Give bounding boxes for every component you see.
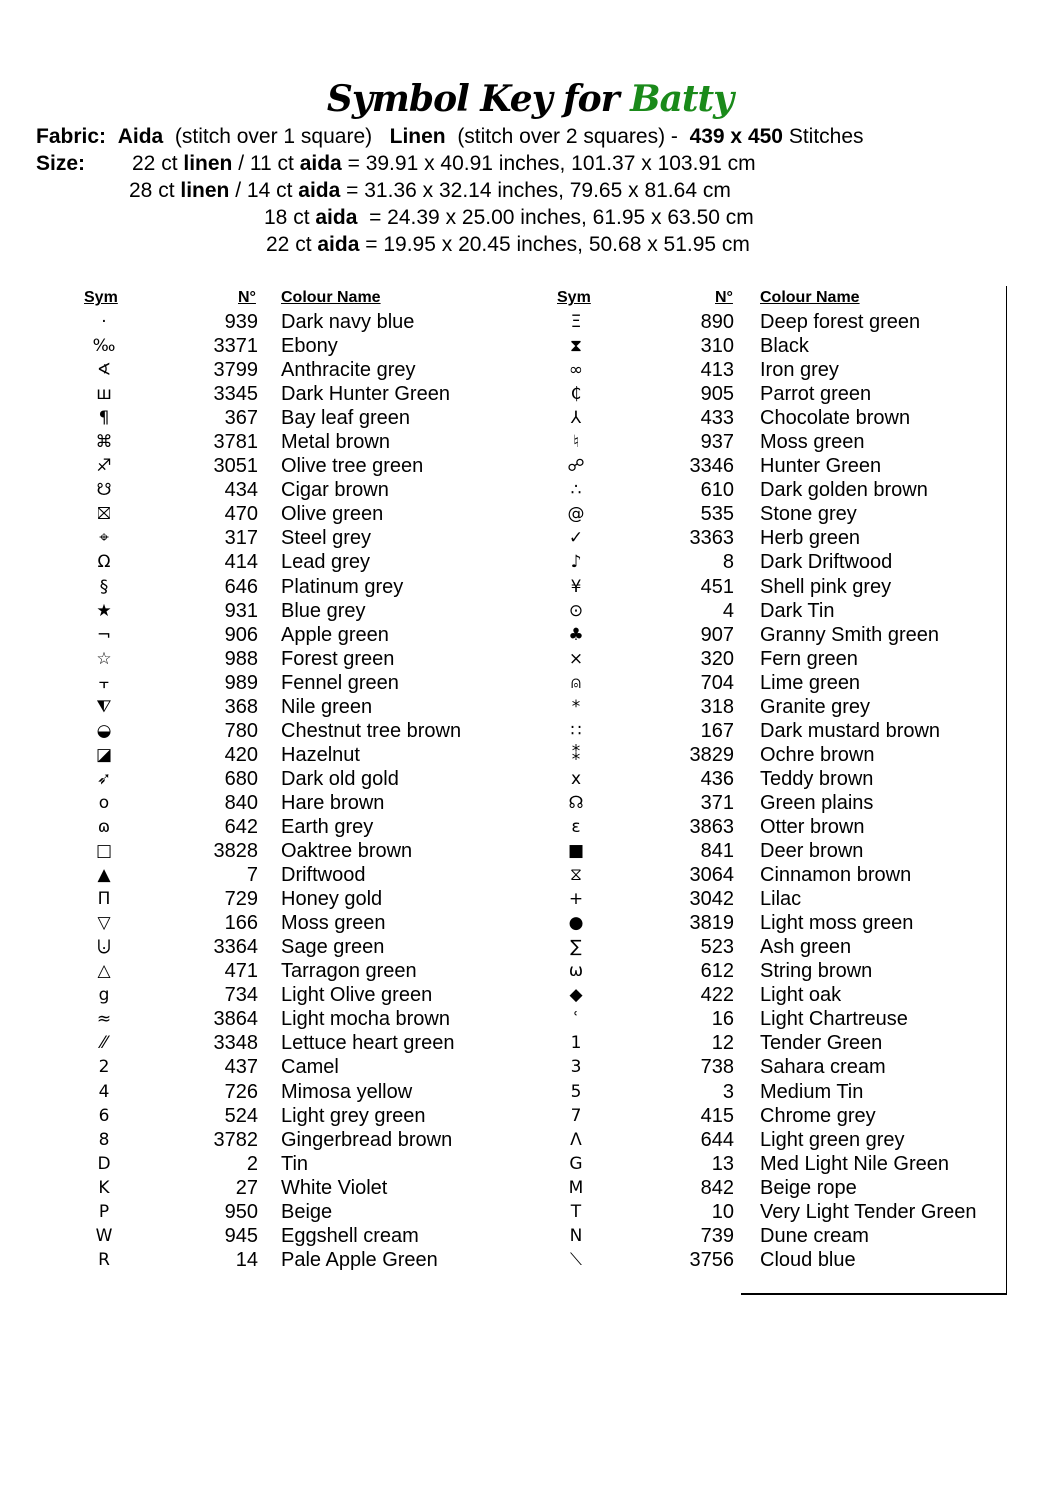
symbol-icon: R bbox=[98, 1249, 110, 1270]
colour-name: Fern green bbox=[760, 647, 858, 670]
colour-number: 27 bbox=[235, 1176, 258, 1199]
symbol-icon: P bbox=[98, 1201, 110, 1222]
symbol-icon: T bbox=[570, 1201, 582, 1222]
colour-name: Dark Driftwood bbox=[760, 551, 893, 574]
colour-name: Cigar brown bbox=[281, 479, 389, 502]
colour-name: Light green grey bbox=[760, 1128, 905, 1151]
symbol-icon: Π bbox=[97, 889, 111, 910]
symbol-icon: 8 bbox=[98, 1129, 110, 1150]
colour-number: 3799 bbox=[213, 359, 258, 382]
colour-name: Light mocha brown bbox=[281, 1008, 450, 1031]
colour-name: Light Olive green bbox=[281, 984, 433, 1007]
colour-number: 642 bbox=[224, 815, 258, 838]
colour-number: 890 bbox=[700, 311, 734, 333]
symbol-icon: ⧖ bbox=[570, 865, 582, 886]
colour-number: 524 bbox=[224, 1104, 258, 1127]
colour-name: Ebony bbox=[281, 335, 338, 358]
symbol-icon: K bbox=[98, 1177, 110, 1198]
colour-number: 470 bbox=[224, 503, 258, 526]
symbol-icon: ⊙ bbox=[568, 600, 584, 621]
size-line: 18 ct aida = 24.39 x 25.00 inches, 61.95 x 63.50 cm bbox=[264, 206, 754, 229]
symbol-icon: ⁑ bbox=[571, 744, 581, 765]
symbol-icon: ⌘ bbox=[95, 432, 113, 453]
colour-name: Oaktree brown bbox=[281, 840, 413, 863]
colour-number: 433 bbox=[700, 407, 734, 430]
colour-number: 3782 bbox=[213, 1128, 258, 1151]
colour-number: 3756 bbox=[689, 1248, 734, 1271]
colour-number: 945 bbox=[224, 1224, 258, 1247]
colour-number: 3042 bbox=[689, 888, 734, 911]
colour-name: Ash green bbox=[760, 936, 852, 959]
colour-name: Light Chartreuse bbox=[760, 1008, 908, 1031]
symbol-icon: ɷ bbox=[97, 816, 111, 837]
colour-number: 931 bbox=[224, 599, 258, 622]
colour-number: 437 bbox=[224, 1056, 258, 1079]
symbol-icon: D bbox=[97, 1153, 111, 1174]
colour-number: 3 bbox=[722, 1080, 734, 1103]
colour-number: 3364 bbox=[213, 936, 258, 959]
header-name: Colour Name bbox=[281, 289, 381, 306]
colour-name: Green plains bbox=[760, 791, 874, 814]
colour-name: Dark navy blue bbox=[281, 311, 415, 333]
colour-number: 939 bbox=[224, 311, 258, 333]
symbol-icon: ✓ bbox=[568, 528, 584, 549]
symbol-icon: ⌖ bbox=[99, 528, 109, 549]
colour-name: Shell pink grey bbox=[760, 575, 892, 598]
colour-number: 988 bbox=[224, 647, 258, 670]
colour-number: 451 bbox=[700, 575, 734, 598]
colour-number: 434 bbox=[224, 479, 258, 502]
pattern-name: Batty bbox=[630, 78, 734, 120]
colour-name: Medium Tin bbox=[760, 1080, 864, 1103]
symbol-icon: Λ bbox=[570, 1129, 582, 1150]
colour-name: Driftwood bbox=[281, 864, 366, 887]
colour-name: Otter brown bbox=[760, 815, 865, 838]
colour-name: Dark old gold bbox=[281, 767, 399, 790]
symbol-icon: o bbox=[98, 792, 110, 813]
colour-name: Camel bbox=[281, 1056, 339, 1079]
colour-name: Tin bbox=[281, 1152, 309, 1175]
symbol-icon: ♮ bbox=[572, 432, 580, 453]
colour-name: Granny Smith green bbox=[760, 623, 939, 646]
colour-number: 471 bbox=[224, 960, 258, 983]
symbol-icon: ω bbox=[568, 961, 584, 982]
colour-name: Tender Green bbox=[760, 1032, 883, 1055]
symbol-icon: M bbox=[568, 1177, 584, 1198]
colour-name: Parrot green bbox=[760, 383, 872, 406]
symbol-icon: ⧨ bbox=[96, 696, 112, 717]
symbol-icon: Ω bbox=[97, 552, 111, 573]
symbol-icon: ⛝ bbox=[97, 504, 111, 525]
symbol-icon: ⧗ bbox=[570, 336, 582, 357]
colour-name: Eggshell cream bbox=[281, 1224, 419, 1247]
symbol-icon: △ bbox=[97, 961, 111, 982]
colour-number: 12 bbox=[711, 1032, 734, 1055]
symbol-icon: ◆ bbox=[569, 985, 583, 1006]
colour-number: 3864 bbox=[213, 1008, 258, 1031]
colour-number: 840 bbox=[224, 791, 258, 814]
colour-number: 905 bbox=[700, 383, 734, 406]
colour-number: 13 bbox=[711, 1152, 734, 1175]
symbol-icon: ☆ bbox=[96, 648, 112, 669]
colour-name: Tarragon green bbox=[281, 960, 417, 983]
colour-number: 906 bbox=[224, 623, 258, 646]
header-num: N° bbox=[238, 289, 256, 306]
symbol-icon: ⫟ bbox=[98, 672, 110, 693]
colour-number: 989 bbox=[224, 671, 258, 694]
colour-name: Granite grey bbox=[760, 695, 871, 718]
colour-number: 644 bbox=[700, 1128, 734, 1151]
size-label: Size: bbox=[36, 152, 86, 175]
symbol-icon: ▲ bbox=[97, 865, 111, 886]
symbol-icon: * bbox=[571, 696, 581, 717]
symbol-icon: 7 bbox=[570, 1105, 582, 1126]
fabric-line: Fabric: Aida (stitch over 1 square) Linen (stitch over 2 squares) - 439 x 450 Stitches bbox=[36, 125, 864, 148]
colour-number: 3346 bbox=[689, 455, 734, 478]
symbol-icon: 3 bbox=[570, 1057, 582, 1078]
symbol-icon: ε bbox=[571, 816, 581, 837]
colour-name: Black bbox=[760, 335, 809, 358]
colour-number: 4 bbox=[722, 599, 734, 622]
symbol-icon: ‰ bbox=[92, 336, 116, 357]
colour-number: 3345 bbox=[213, 383, 258, 406]
symbol-icon: 1 bbox=[570, 1033, 582, 1054]
colour-name: Chestnut tree brown bbox=[281, 719, 462, 742]
colour-number: 16 bbox=[711, 1008, 734, 1031]
colour-number: 3819 bbox=[689, 912, 734, 935]
colour-name: Olive tree green bbox=[281, 455, 424, 478]
colour-name: Dark Tin bbox=[760, 599, 835, 622]
colour-name: Chocolate brown bbox=[760, 407, 911, 430]
colour-number: 371 bbox=[700, 791, 734, 814]
colour-number: 3781 bbox=[213, 431, 258, 454]
colour-name: Gingerbread brown bbox=[281, 1128, 453, 1151]
symbol-icon: ♣ bbox=[568, 624, 584, 645]
symbol-icon: ♐ bbox=[96, 456, 112, 477]
colour-name: Lettuce heart green bbox=[281, 1032, 455, 1055]
colour-number: 310 bbox=[700, 335, 734, 358]
header-sym: Sym bbox=[557, 289, 591, 306]
symbol-icon: ¥ bbox=[570, 576, 582, 597]
colour-number: 3828 bbox=[213, 840, 258, 863]
colour-number: 738 bbox=[700, 1056, 734, 1079]
colour-number: 734 bbox=[224, 984, 258, 1007]
symbol-icon: g bbox=[98, 985, 110, 1006]
colour-number: 680 bbox=[224, 767, 258, 790]
symbol-icon: ⍝ bbox=[570, 672, 582, 693]
colour-number: 3051 bbox=[213, 455, 258, 478]
symbol-icon: N bbox=[569, 1225, 583, 1246]
colour-number: 318 bbox=[700, 695, 734, 718]
symbol-icon: 2 bbox=[98, 1057, 110, 1078]
colour-number: 780 bbox=[224, 719, 258, 742]
symbol-icon: ▽ bbox=[97, 913, 111, 934]
colour-name: String brown bbox=[760, 960, 873, 983]
colour-name: Stone grey bbox=[760, 503, 857, 526]
colour-name: Metal brown bbox=[281, 431, 390, 454]
colour-number: 420 bbox=[224, 743, 258, 766]
symbol-icon: ★ bbox=[96, 600, 112, 621]
colour-name: Deer brown bbox=[760, 840, 864, 863]
colour-number: 612 bbox=[700, 960, 734, 983]
symbol-icon: ш bbox=[96, 384, 112, 405]
colour-number: 367 bbox=[224, 407, 258, 430]
colour-number: 166 bbox=[224, 912, 258, 935]
colour-name: Sahara cream bbox=[760, 1056, 886, 1079]
colour-name: Light oak bbox=[760, 984, 842, 1007]
symbol-icon: · bbox=[101, 312, 107, 332]
colour-name: Lilac bbox=[760, 888, 802, 911]
colour-number: 436 bbox=[700, 767, 734, 790]
colour-name: Deep forest green bbox=[760, 311, 921, 333]
colour-name: Med Light Nile Green bbox=[760, 1152, 949, 1175]
colour-name: Platinum grey bbox=[281, 575, 404, 598]
colour-number: 8 bbox=[722, 551, 734, 574]
symbol-icon: ☋ bbox=[96, 480, 112, 501]
symbol-icon: ≈ bbox=[96, 1009, 112, 1030]
colour-number: 413 bbox=[700, 359, 734, 382]
colour-name: Hazelnut bbox=[281, 743, 360, 766]
symbol-icon: ➶ bbox=[96, 768, 112, 789]
colour-number: 3829 bbox=[689, 743, 734, 766]
colour-name: Sage green bbox=[281, 936, 385, 959]
size-line: 22 ct linen / 11 ct aida = 39.91 x 40.91 inches, 101.37 x 103.91 cm bbox=[132, 152, 756, 175]
symbol-icon: □ bbox=[95, 841, 113, 862]
header-num: N° bbox=[715, 289, 733, 306]
page-title bbox=[0, 78, 1060, 120]
colour-name: Cinnamon brown bbox=[760, 864, 912, 887]
colour-name: Herb green bbox=[760, 527, 861, 550]
colour-name: Honey gold bbox=[281, 888, 383, 911]
symbol-icon: § bbox=[99, 576, 109, 597]
colour-number: 3371 bbox=[213, 335, 258, 358]
symbol-icon: ∷ bbox=[570, 720, 582, 741]
header-sym: Sym bbox=[84, 289, 118, 306]
symbol-icon: Ξ bbox=[570, 312, 582, 332]
colour-name: Beige bbox=[281, 1200, 333, 1223]
colour-name: Bay leaf green bbox=[281, 407, 410, 430]
colour-name: Lime green bbox=[760, 671, 861, 694]
symbol-icon: ʿ bbox=[573, 1009, 579, 1030]
colour-name: Hunter Green bbox=[760, 455, 882, 478]
symbol-icon: ∞ bbox=[568, 360, 584, 381]
size-line: 22 ct aida = 19.95 x 20.45 inches, 50.68 x 51.95 cm bbox=[266, 233, 750, 256]
symbol-icon: ♪ bbox=[570, 552, 582, 573]
colour-number: 3863 bbox=[689, 815, 734, 838]
colour-number: 320 bbox=[700, 647, 734, 670]
colour-name: Moss green bbox=[281, 912, 386, 935]
colour-number: 739 bbox=[700, 1224, 734, 1247]
colour-name: Dark mustard brown bbox=[760, 719, 941, 742]
colour-name: Apple green bbox=[281, 623, 389, 646]
colour-number: 610 bbox=[700, 479, 734, 502]
symbol-icon: ⨃ bbox=[97, 937, 111, 958]
symbol-icon: ∢ bbox=[96, 360, 112, 381]
border-right bbox=[1006, 286, 1007, 1294]
colour-number: 14 bbox=[235, 1248, 258, 1271]
colour-number: 907 bbox=[700, 623, 734, 646]
colour-name: Teddy brown bbox=[760, 767, 874, 790]
colour-name: Dark Hunter Green bbox=[281, 383, 450, 406]
colour-number: 523 bbox=[700, 936, 734, 959]
colour-number: 842 bbox=[700, 1176, 734, 1199]
symbol-icon: ⨯ bbox=[568, 648, 584, 669]
border-bottom bbox=[741, 1293, 1007, 1295]
colour-name: Nile green bbox=[281, 695, 373, 718]
colour-number: 937 bbox=[700, 431, 734, 454]
colour-name: Cloud blue bbox=[760, 1248, 856, 1271]
symbol-icon: ⁄⁄ bbox=[101, 1033, 107, 1054]
symbol-icon: ◪ bbox=[95, 744, 113, 765]
colour-name: Blue grey bbox=[281, 599, 366, 622]
colour-name: Forest green bbox=[281, 647, 395, 670]
symbol-icon: + bbox=[568, 889, 584, 910]
colour-number: 729 bbox=[224, 888, 258, 911]
title-prefix: Symbol Key for bbox=[326, 78, 619, 120]
colour-number: 2 bbox=[246, 1152, 258, 1175]
symbol-icon: ■ bbox=[567, 841, 585, 862]
symbol-icon: ⅄ bbox=[570, 408, 582, 429]
colour-name: Hare brown bbox=[281, 791, 385, 814]
colour-name: Light grey green bbox=[281, 1104, 426, 1127]
colour-number: 535 bbox=[700, 503, 734, 526]
symbol-icon: W bbox=[95, 1225, 113, 1246]
colour-number: 368 bbox=[224, 695, 258, 718]
colour-name: Chrome grey bbox=[760, 1104, 876, 1127]
symbol-icon: ◒ bbox=[96, 720, 112, 741]
symbol-icon: ∑ bbox=[570, 937, 582, 958]
colour-name: Iron grey bbox=[760, 359, 839, 382]
symbol-icon: ⟍ bbox=[570, 1249, 582, 1270]
colour-number: 414 bbox=[224, 551, 258, 574]
symbol-icon: ● bbox=[568, 913, 584, 934]
colour-number: 726 bbox=[224, 1080, 258, 1103]
symbol-icon: ☊ bbox=[568, 792, 584, 813]
symbol-icon: ☍ bbox=[567, 456, 585, 477]
colour-name: Pale Apple Green bbox=[281, 1248, 438, 1271]
colour-name: Dark golden brown bbox=[760, 479, 928, 502]
colour-number: 7 bbox=[246, 864, 258, 887]
colour-name: Steel grey bbox=[281, 527, 372, 550]
symbol-icon: G bbox=[569, 1153, 583, 1174]
colour-number: 3363 bbox=[689, 527, 734, 550]
colour-number: 841 bbox=[700, 840, 734, 863]
colour-number: 950 bbox=[224, 1200, 258, 1223]
symbol-icon: 4 bbox=[98, 1081, 110, 1102]
colour-name: Dune cream bbox=[760, 1224, 869, 1247]
colour-number: 646 bbox=[224, 575, 258, 598]
colour-number: 167 bbox=[700, 719, 734, 742]
colour-name: Mimosa yellow bbox=[281, 1080, 413, 1103]
colour-number: 3064 bbox=[689, 864, 734, 887]
symbol-icon: ∴ bbox=[570, 480, 582, 501]
colour-name: Earth grey bbox=[281, 815, 374, 838]
colour-number: 10 bbox=[711, 1200, 734, 1223]
colour-name: Lead grey bbox=[281, 551, 370, 574]
colour-name: Ochre brown bbox=[760, 743, 875, 766]
colour-name: Light moss green bbox=[760, 912, 914, 935]
colour-number: 415 bbox=[700, 1104, 734, 1127]
colour-number: 422 bbox=[700, 984, 734, 1007]
symbol-icon: 6 bbox=[98, 1105, 110, 1126]
colour-number: 3348 bbox=[213, 1032, 258, 1055]
colour-name: Beige rope bbox=[760, 1176, 857, 1199]
size-line: 28 ct linen / 14 ct aida = 31.36 x 32.14 inches, 79.65 x 81.64 cm bbox=[129, 179, 731, 202]
symbol-icon: ¶ bbox=[98, 408, 110, 429]
colour-name: Fennel green bbox=[281, 671, 399, 694]
colour-name: White Violet bbox=[281, 1176, 388, 1199]
colour-name: Olive green bbox=[281, 503, 384, 526]
symbol-icon: x bbox=[570, 768, 582, 789]
colour-number: 317 bbox=[224, 527, 258, 550]
symbol-icon: @ bbox=[567, 504, 585, 525]
colour-name: Anthracite grey bbox=[281, 359, 416, 382]
symbol-icon: ₵ bbox=[570, 384, 582, 405]
colour-name: Very Light Tender Green bbox=[760, 1200, 977, 1223]
colour-number: 704 bbox=[700, 671, 734, 694]
colour-name: Moss green bbox=[760, 431, 865, 454]
symbol-icon: ¬ bbox=[96, 624, 112, 645]
header-name: Colour Name bbox=[760, 289, 860, 306]
symbol-icon: 5 bbox=[570, 1081, 582, 1102]
